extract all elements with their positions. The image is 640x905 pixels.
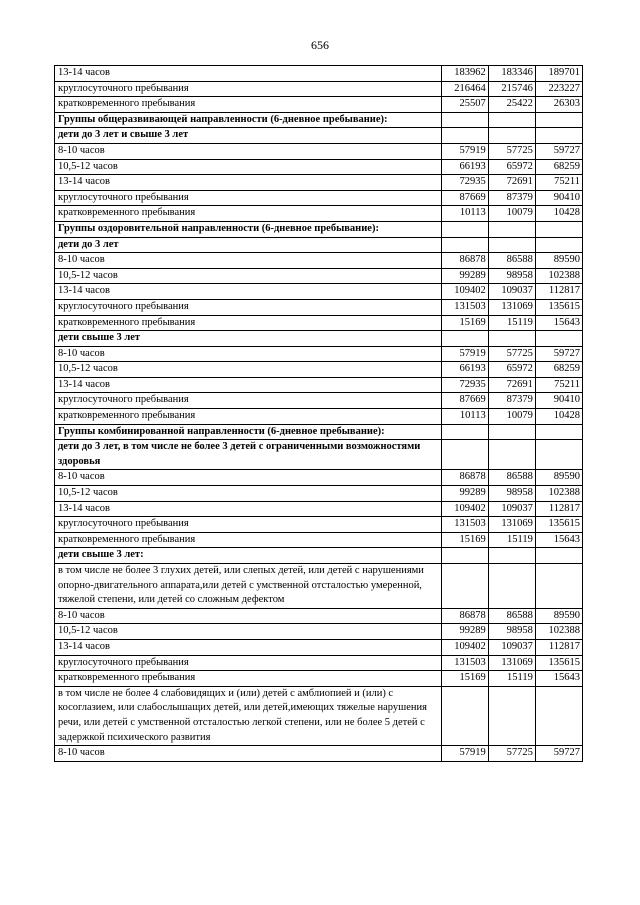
value-cell: 25422	[488, 97, 535, 113]
value-cell	[488, 548, 535, 564]
value-cell: 26303	[535, 97, 582, 113]
value-cell: 89590	[535, 608, 582, 624]
value-cell	[488, 331, 535, 347]
row-label: Группы общеразвивающей направленности (6-дневное пребывание):	[55, 112, 442, 128]
table-row	[55, 81, 583, 97]
table-row	[55, 548, 583, 564]
value-cell: 15169	[441, 315, 488, 331]
row-label: круглосуточного пребывания	[55, 190, 442, 206]
table-row	[55, 128, 583, 144]
table-row	[55, 253, 583, 269]
value-cell	[441, 221, 488, 237]
value-cell: 15643	[535, 532, 582, 548]
table-row	[55, 346, 583, 362]
value-cell: 15119	[488, 671, 535, 687]
value-cell	[488, 440, 535, 470]
value-cell: 135615	[535, 517, 582, 533]
table-row	[55, 440, 583, 470]
value-cell	[441, 112, 488, 128]
value-cell: 89590	[535, 470, 582, 486]
value-cell	[441, 440, 488, 470]
row-label: кратковременного пребывания	[55, 409, 442, 425]
value-cell	[488, 237, 535, 253]
value-cell: 183962	[441, 66, 488, 82]
row-label: 8-10 часов	[55, 470, 442, 486]
value-cell: 10113	[441, 409, 488, 425]
row-label: 13-14 часов	[55, 175, 442, 191]
table-row	[55, 424, 583, 440]
value-cell: 59727	[535, 746, 582, 762]
value-cell: 68259	[535, 362, 582, 378]
value-cell: 189701	[535, 66, 582, 82]
value-cell	[441, 237, 488, 253]
table-row	[55, 686, 583, 745]
table-row	[55, 517, 583, 533]
row-label: кратковременного пребывания	[55, 671, 442, 687]
value-cell	[441, 564, 488, 609]
value-cell: 112817	[535, 284, 582, 300]
value-cell: 15643	[535, 671, 582, 687]
value-cell: 90410	[535, 190, 582, 206]
value-cell	[535, 221, 582, 237]
value-cell: 109402	[441, 501, 488, 517]
value-cell: 99289	[441, 624, 488, 640]
row-label: круглосуточного пребывания	[55, 299, 442, 315]
table-row	[55, 377, 583, 393]
value-cell: 59727	[535, 143, 582, 159]
table-row	[55, 112, 583, 128]
table-row	[55, 393, 583, 409]
page-number: 656	[311, 38, 329, 52]
value-cell: 102388	[535, 268, 582, 284]
row-label: 10,5-12 часов	[55, 486, 442, 502]
value-cell: 90410	[535, 393, 582, 409]
value-cell	[535, 112, 582, 128]
row-label: 10,5-12 часов	[55, 624, 442, 640]
value-cell	[535, 548, 582, 564]
value-cell: 131503	[441, 517, 488, 533]
row-label: 13-14 часов	[55, 501, 442, 517]
value-cell: 98958	[488, 624, 535, 640]
table-row	[55, 97, 583, 113]
row-label: 13-14 часов	[55, 66, 442, 82]
value-cell	[488, 128, 535, 144]
table-row	[55, 746, 583, 762]
row-label: кратковременного пребывания	[55, 206, 442, 222]
value-cell: 86588	[488, 253, 535, 269]
tariff-table-body	[55, 66, 583, 762]
table-row	[55, 175, 583, 191]
table-row	[55, 532, 583, 548]
row-label: 13-14 часов	[55, 284, 442, 300]
value-cell	[535, 331, 582, 347]
value-cell: 135615	[535, 655, 582, 671]
table-row	[55, 655, 583, 671]
table-row	[55, 331, 583, 347]
value-cell: 59727	[535, 346, 582, 362]
row-label: 8-10 часов	[55, 253, 442, 269]
value-cell: 15119	[488, 315, 535, 331]
value-cell: 15643	[535, 315, 582, 331]
value-cell: 86878	[441, 608, 488, 624]
value-cell: 86878	[441, 253, 488, 269]
row-label: кратковременного пребывания	[55, 532, 442, 548]
row-label: круглосуточного пребывания	[55, 81, 442, 97]
table-row	[55, 284, 583, 300]
value-cell: 99289	[441, 268, 488, 284]
table-row	[55, 671, 583, 687]
value-cell: 75211	[535, 175, 582, 191]
value-cell: 112817	[535, 501, 582, 517]
table-row	[55, 66, 583, 82]
value-cell: 10113	[441, 206, 488, 222]
row-label: 8-10 часов	[55, 143, 442, 159]
table-row	[55, 268, 583, 284]
value-cell: 10428	[535, 409, 582, 425]
value-cell: 15169	[441, 671, 488, 687]
value-cell: 109037	[488, 284, 535, 300]
value-cell: 98958	[488, 268, 535, 284]
row-label: в том числе не более 4 слабовидящих и (или) детей с амблиопией и (или) с косоглазием, или слабослышащих детей, или детей,имеющих тяжелые нарушения речи, или детей с умственной отсталостью легкой степени, или не более 5 детей с задержкой психического развития	[55, 686, 442, 745]
value-cell: 109037	[488, 501, 535, 517]
value-cell: 131503	[441, 655, 488, 671]
value-cell: 57725	[488, 746, 535, 762]
value-cell: 109037	[488, 639, 535, 655]
row-label: дети свыше 3 лет:	[55, 548, 442, 564]
table-row	[55, 206, 583, 222]
table-row	[55, 237, 583, 253]
table-row	[55, 159, 583, 175]
value-cell	[441, 331, 488, 347]
value-cell: 109402	[441, 639, 488, 655]
value-cell: 75211	[535, 377, 582, 393]
value-cell: 57725	[488, 346, 535, 362]
value-cell: 57919	[441, 746, 488, 762]
value-cell: 112817	[535, 639, 582, 655]
row-label: Группы комбинированной направленности (6-дневное пребывание):	[55, 424, 442, 440]
value-cell: 215746	[488, 81, 535, 97]
value-cell	[535, 237, 582, 253]
row-label: 8-10 часов	[55, 608, 442, 624]
row-label: 13-14 часов	[55, 639, 442, 655]
value-cell	[441, 424, 488, 440]
value-cell	[535, 128, 582, 144]
value-cell: 65972	[488, 362, 535, 378]
value-cell: 89590	[535, 253, 582, 269]
row-label: Группы оздоровительной направленности (6-дневное пребывание):	[55, 221, 442, 237]
value-cell	[488, 686, 535, 745]
table-row	[55, 409, 583, 425]
value-cell: 223227	[535, 81, 582, 97]
value-cell: 65972	[488, 159, 535, 175]
value-cell: 87669	[441, 393, 488, 409]
value-cell: 66193	[441, 362, 488, 378]
value-cell: 131503	[441, 299, 488, 315]
value-cell: 99289	[441, 486, 488, 502]
value-cell: 87379	[488, 393, 535, 409]
value-cell: 68259	[535, 159, 582, 175]
value-cell: 57725	[488, 143, 535, 159]
value-cell: 15169	[441, 532, 488, 548]
row-label: круглосуточного пребывания	[55, 655, 442, 671]
value-cell: 131069	[488, 299, 535, 315]
value-cell	[535, 424, 582, 440]
value-cell	[488, 424, 535, 440]
row-label: 10,5-12 часов	[55, 362, 442, 378]
table-row	[55, 299, 583, 315]
value-cell: 10079	[488, 206, 535, 222]
value-cell: 15119	[488, 532, 535, 548]
value-cell: 72691	[488, 377, 535, 393]
value-cell: 10428	[535, 206, 582, 222]
value-cell: 102388	[535, 624, 582, 640]
value-cell: 216464	[441, 81, 488, 97]
table-row	[55, 143, 583, 159]
value-cell: 87379	[488, 190, 535, 206]
value-cell: 109402	[441, 284, 488, 300]
table-row	[55, 362, 583, 378]
value-cell: 57919	[441, 346, 488, 362]
value-cell: 72935	[441, 175, 488, 191]
value-cell: 98958	[488, 486, 535, 502]
table-row	[55, 624, 583, 640]
row-label: дети до 3 лет	[55, 237, 442, 253]
row-label: кратковременного пребывания	[55, 315, 442, 331]
table-row	[55, 501, 583, 517]
value-cell	[535, 686, 582, 745]
row-label: в том числе не более 3 глухих детей, или слепых детей, или детей с нарушениями опорно-двигательного аппарата,или детей с умственной отсталостью умеренной, тяжелой степени, или детей со сложным дефектом	[55, 564, 442, 609]
table-row	[55, 608, 583, 624]
table-row	[55, 190, 583, 206]
table-row	[55, 639, 583, 655]
value-cell	[488, 221, 535, 237]
row-label: 13-14 часов	[55, 377, 442, 393]
value-cell	[535, 440, 582, 470]
value-cell	[488, 564, 535, 609]
row-label: 10,5-12 часов	[55, 268, 442, 284]
value-cell: 102388	[535, 486, 582, 502]
value-cell	[441, 686, 488, 745]
row-label: круглосуточного пребывания	[55, 393, 442, 409]
value-cell	[488, 112, 535, 128]
value-cell: 72935	[441, 377, 488, 393]
row-label: дети свыше 3 лет	[55, 331, 442, 347]
value-cell: 72691	[488, 175, 535, 191]
value-cell: 135615	[535, 299, 582, 315]
table-row	[55, 486, 583, 502]
row-label: дети до 3 лет, в том числе не более 3 детей с ограниченными возможностями здоровья	[55, 440, 442, 470]
value-cell: 131069	[488, 517, 535, 533]
value-cell: 131069	[488, 655, 535, 671]
row-label: 8-10 часов	[55, 346, 442, 362]
value-cell	[535, 564, 582, 609]
tariff-table	[54, 65, 583, 762]
table-row	[55, 315, 583, 331]
value-cell	[441, 128, 488, 144]
value-cell: 25507	[441, 97, 488, 113]
value-cell: 86588	[488, 608, 535, 624]
table-row	[55, 470, 583, 486]
value-cell	[441, 548, 488, 564]
value-cell: 10079	[488, 409, 535, 425]
table-row	[55, 221, 583, 237]
row-label: кратковременного пребывания	[55, 97, 442, 113]
row-label: 10,5-12 часов	[55, 159, 442, 175]
value-cell: 87669	[441, 190, 488, 206]
value-cell: 86588	[488, 470, 535, 486]
row-label: дети до 3 лет и свыше 3 лет	[55, 128, 442, 144]
value-cell: 57919	[441, 143, 488, 159]
row-label: 8-10 часов	[55, 746, 442, 762]
table-row	[55, 564, 583, 609]
value-cell: 66193	[441, 159, 488, 175]
value-cell: 86878	[441, 470, 488, 486]
row-label: круглосуточного пребывания	[55, 517, 442, 533]
value-cell: 183346	[488, 66, 535, 82]
